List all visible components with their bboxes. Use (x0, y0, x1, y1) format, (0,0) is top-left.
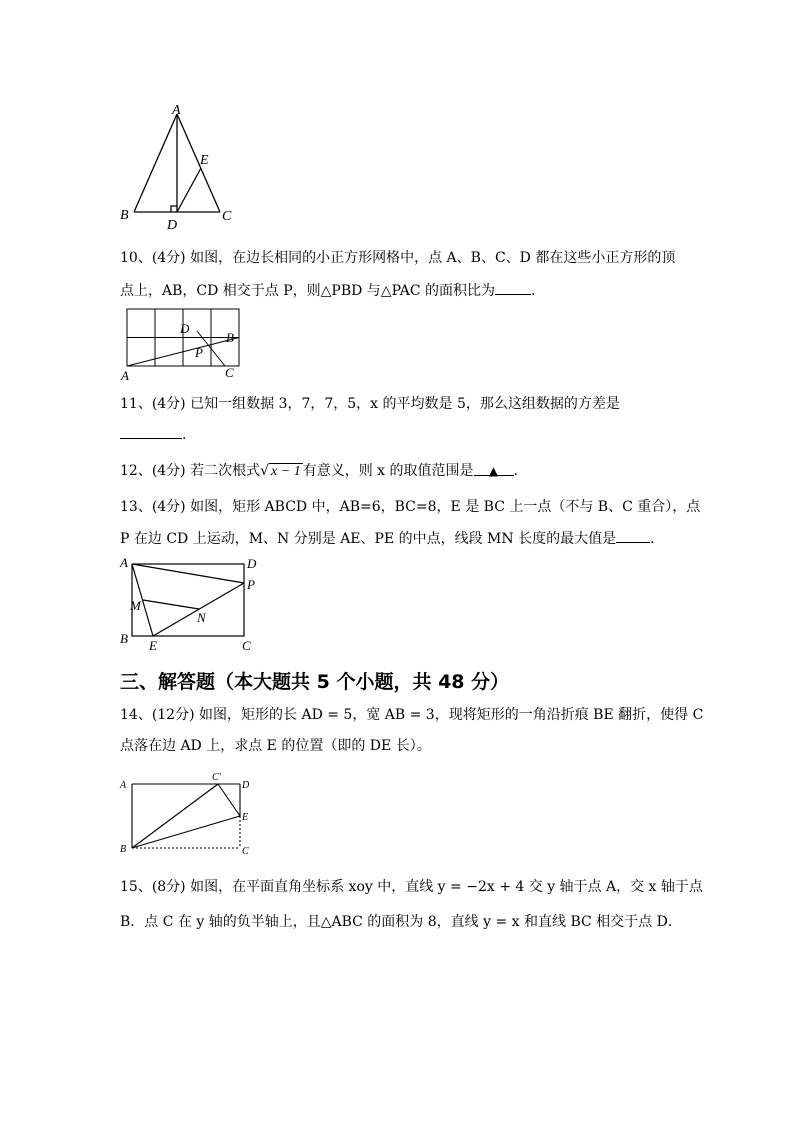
label-a: A (172, 103, 181, 118)
label-e: E (242, 812, 249, 823)
question-13-line-2 (120, 528, 655, 549)
question-13-text: P 在边 CD 上运动，M、N 分别是 AE、PE 的中点，线段 MN 长度的最大值是 (120, 531, 617, 547)
question-11-line-2 (120, 424, 186, 445)
question-12-prefix: 12、(4分) 若二次根式 (120, 463, 261, 479)
label-c: C (222, 209, 232, 224)
side-ac (177, 114, 220, 212)
question-10-line-2 (120, 280, 535, 301)
question-15-line-2: B．点 C 在 y 轴的负半轴上，且△ABC 的面积为 8，直线 y = x 和直线 BC 相交于点 D． (120, 914, 682, 930)
radicand: x − 1 (271, 464, 301, 479)
label-d: D (247, 556, 257, 571)
question-14-line-2: 点落在边 AD 上，求点 E 的位置（即的 DE 长）。 (120, 738, 431, 754)
right-angle-mark (171, 206, 177, 212)
segment-ap (132, 564, 244, 583)
label-a: A (120, 555, 128, 570)
question-10-end: . (530, 283, 536, 299)
label-c: C (242, 846, 249, 857)
segment-bc-prime (132, 784, 218, 848)
label-e: E (149, 638, 157, 652)
label-b: B (120, 844, 127, 855)
triangle-placeholder: ▲ (488, 464, 499, 478)
question-14-line-1: 14、(12分) 如图，矩形的长 AD = 5，宽 AB = 3，现将矩形的一角沿折痕 BE 翻折，使得 C (120, 707, 704, 723)
label-m: M (130, 598, 141, 613)
figure-q10-grid (115, 305, 245, 383)
figure-q14-fold (114, 768, 264, 860)
label-b: B (226, 330, 234, 345)
answer-blank-10 (495, 280, 531, 295)
figure-q13-rectangle (112, 552, 272, 652)
label-a: A (120, 780, 127, 791)
question-13-line-1: 13、(4分) 如图，矩形 ABCD 中，AB=6，BC=8，E 是 BC 上一点（不与 B、C 重合），点 (120, 499, 701, 515)
question-11-line-1: 11、(4分) 已知一组数据 3，7，7，5，x 的平均数是 5，那么这组数据的方差是 (120, 396, 620, 412)
label-b: B (120, 208, 129, 223)
section-title: 三、解答题（本大题共 5 个小题，共 48 分） (120, 671, 510, 693)
question-12-suffix: 有意义，则 x 的取值范围是 (302, 463, 474, 479)
answer-blank-13 (616, 528, 650, 543)
label-p: P (247, 577, 255, 592)
label-c: C (242, 638, 251, 652)
side-ab (134, 114, 177, 212)
question-12 (120, 461, 518, 481)
label-e: E (200, 153, 209, 168)
question-10-text: 点上，AB，CD 相交于点 P，则△PBD 与△PAC 的面积比为 (120, 283, 495, 299)
question-12-end: . (513, 463, 518, 479)
answer-blank-12 (474, 461, 514, 476)
label-b: B (120, 631, 128, 646)
sqrt-symbol: √ (260, 463, 270, 479)
label-d: D (242, 780, 250, 791)
segment-c-prime-e (218, 784, 240, 816)
answer-blank-11 (120, 424, 182, 439)
label-d: D (180, 321, 190, 336)
label-c-prime: C' (212, 772, 221, 783)
question-13-end: . (650, 531, 655, 547)
question-10-line-1: 10、(4分) 如图，在边长相同的小正方形网格中，点 A、B、C、D 都在这些小正方形的顶 (120, 250, 676, 266)
label-d: D (167, 218, 178, 232)
fold-line-be (132, 816, 240, 848)
label-n: N (197, 610, 206, 625)
segment-mn (143, 600, 199, 609)
question-15-line-1: 15、(8分) 如图，在平面直角坐标系 xoy 中，直线 y = −2x + 4 交 y 轴于点 A，交 x 轴于点 (120, 879, 703, 895)
segment-de (177, 168, 201, 212)
label-p: P (195, 345, 203, 360)
rectangle-abcd (132, 564, 244, 636)
label-c: C (225, 365, 234, 380)
figure-q9-triangle (112, 102, 242, 232)
question-11-end: . (182, 427, 187, 443)
label-a: A (121, 368, 129, 383)
